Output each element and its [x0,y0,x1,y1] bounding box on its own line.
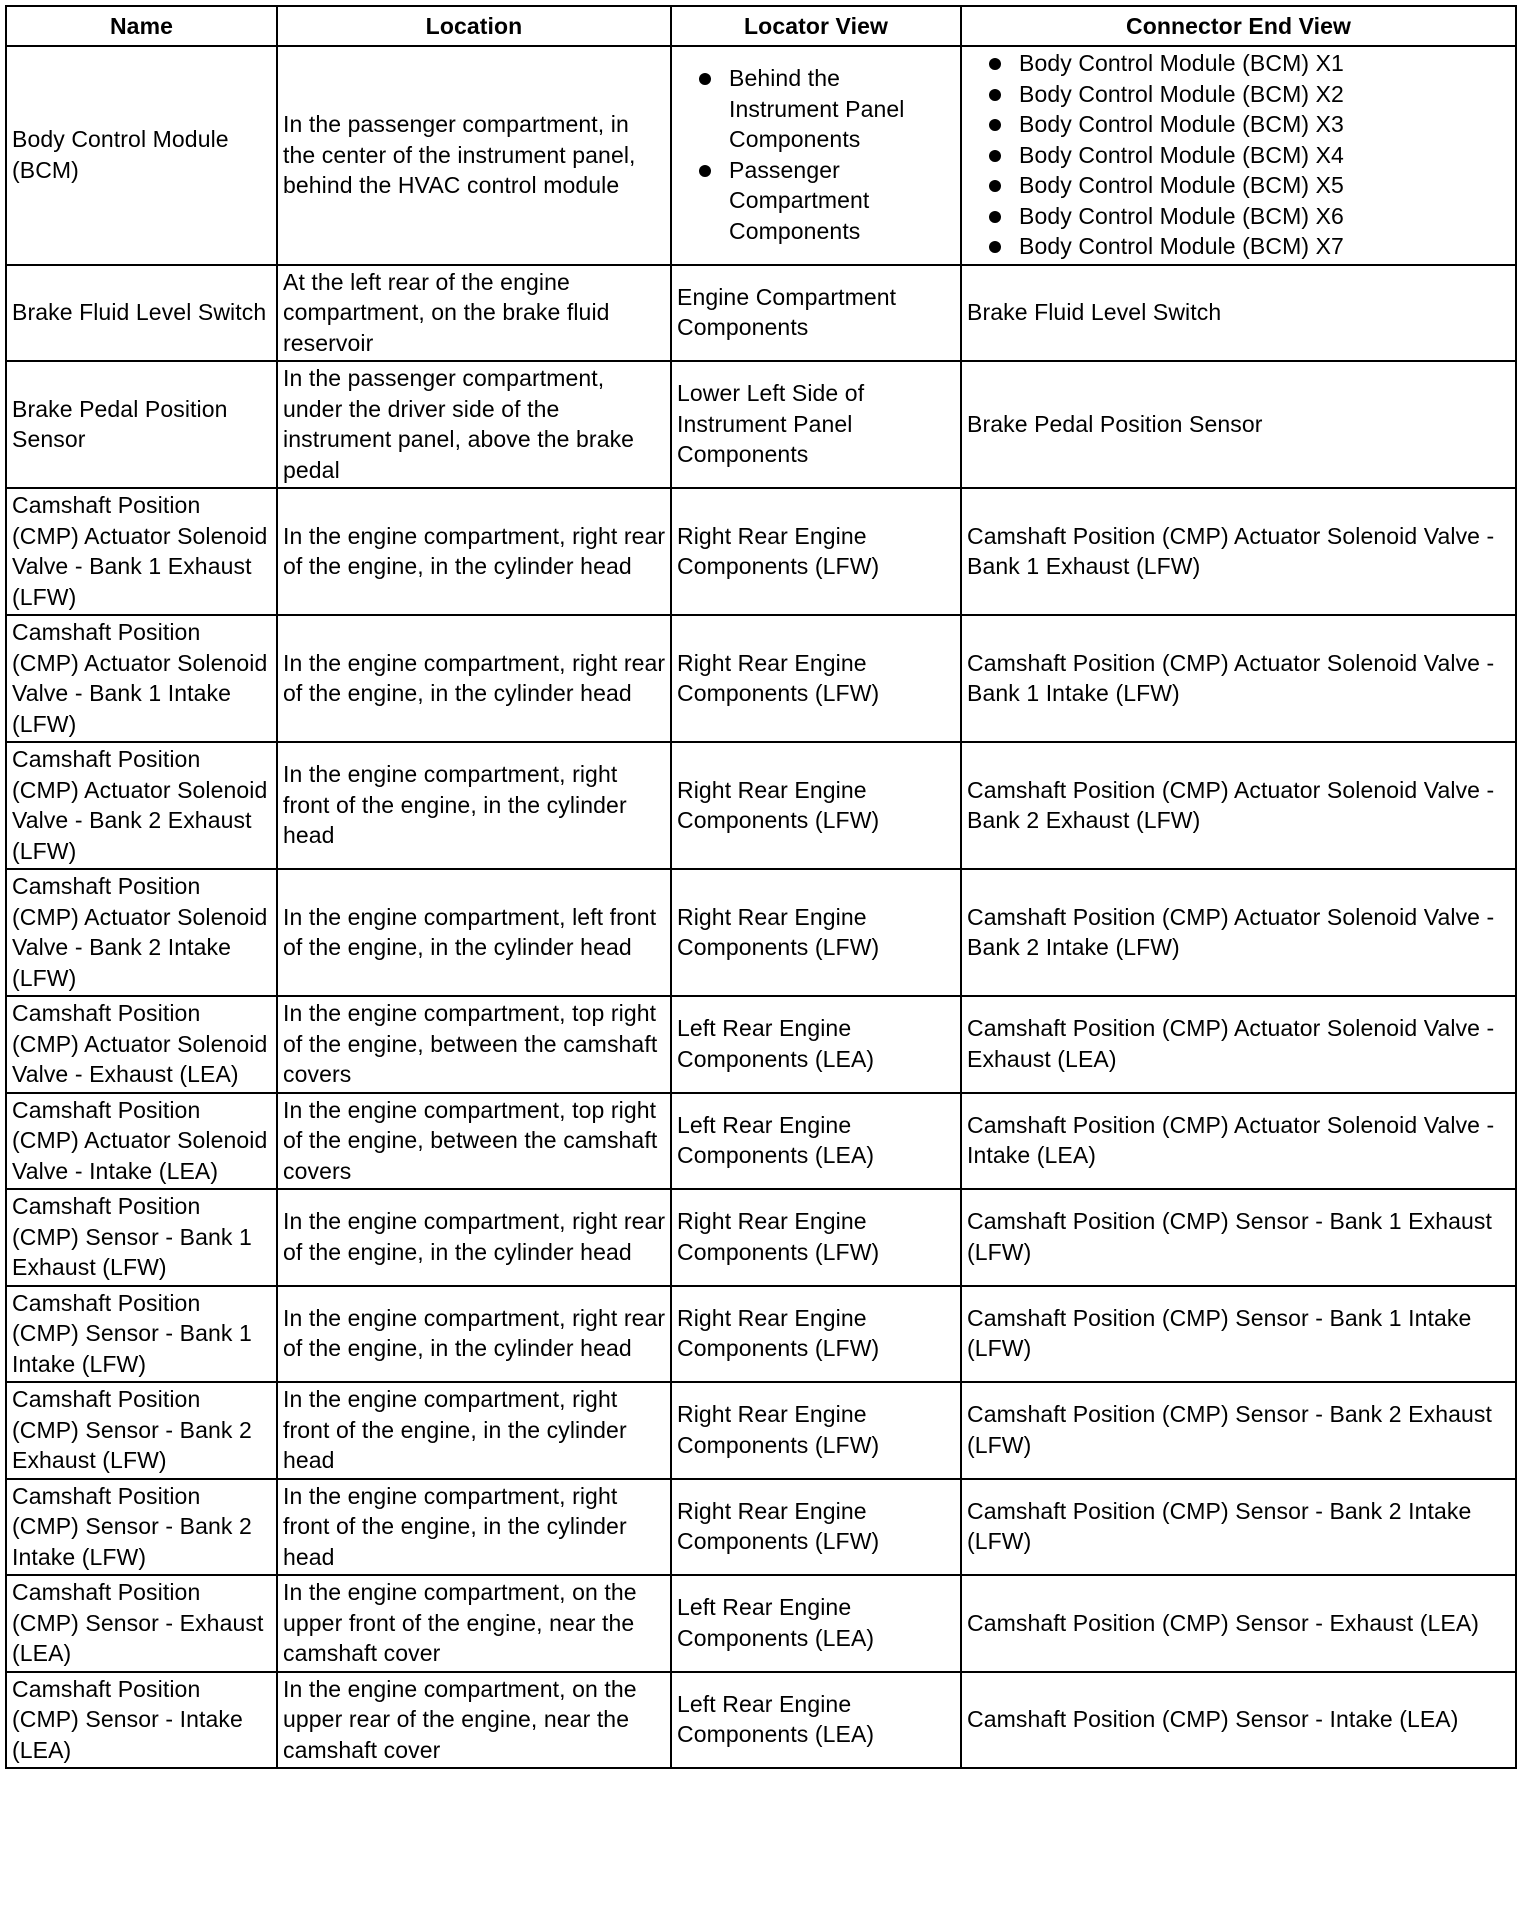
cell-connector-end-view: Camshaft Position (CMP) Sensor - Bank 2 Exhaust (LFW) [961,1382,1516,1479]
table-row [6,1093,1516,1190]
cell-connector-end-view: Brake Fluid Level Switch [961,265,1516,362]
table-header [6,6,1516,46]
cell-location: In the passenger compartment, under the driver side of the instrument panel, above the brake pedal [277,361,671,488]
bullet-item: Passenger Compartment Components [677,155,956,247]
cell-location: In the engine compartment, right front of the engine, in the cylinder head [277,1479,671,1576]
cell-locator-view: Left Rear Engine Components (LEA) [671,1093,961,1190]
cell-location: In the engine compartment, right front of the engine, in the cylinder head [277,1382,671,1479]
header-connector-end-view: Connector End View [961,6,1516,46]
bullet-item: Behind the Instrument Panel Components [677,63,956,155]
bullet-item: Body Control Module (BCM) X6 [967,201,1511,232]
cell-locator-view: Left Rear Engine Components (LEA) [671,1672,961,1769]
table-row [6,996,1516,1093]
bullet-list [967,48,1511,262]
cell-connector-end-view: Camshaft Position (CMP) Sensor - Bank 1 Exhaust (LFW) [961,1189,1516,1286]
cell-name: Camshaft Position (CMP) Actuator Solenoid Valve - Bank 2 Intake (LFW) [6,869,277,996]
table-row [6,1189,1516,1286]
table-row [6,1672,1516,1769]
cell-locator-view: Lower Left Side of Instrument Panel Components [671,361,961,488]
cell-locator-view: Right Rear Engine Components (LFW) [671,869,961,996]
cell-name: Camshaft Position (CMP) Sensor - Bank 1 Intake (LFW) [6,1286,277,1383]
cell-connector-end-view: Camshaft Position (CMP) Sensor - Bank 2 Intake (LFW) [961,1479,1516,1576]
cell-location: In the engine compartment, top right of the engine, between the camshaft covers [277,996,671,1093]
header-row [6,6,1516,46]
cell-locator-view: Right Rear Engine Components (LFW) [671,742,961,869]
cell-name: Camshaft Position (CMP) Sensor - Intake (LEA) [6,1672,277,1769]
cell-name: Camshaft Position (CMP) Actuator Solenoid Valve - Intake (LEA) [6,1093,277,1190]
header-name: Name [6,6,277,46]
cell-name: Camshaft Position (CMP) Actuator Solenoid Valve - Exhaust (LEA) [6,996,277,1093]
bullet-item: Body Control Module (BCM) X2 [967,79,1511,110]
cell-name: Camshaft Position (CMP) Sensor - Exhaust (LEA) [6,1575,277,1672]
cell-connector-end-view: Camshaft Position (CMP) Actuator Solenoid Valve - Intake (LEA) [961,1093,1516,1190]
cell-locator-view: Right Rear Engine Components (LFW) [671,488,961,615]
table-row [6,742,1516,869]
header-locator-view: Locator View [671,6,961,46]
table-row [6,46,1516,265]
component-locator-table [5,5,1517,1769]
cell-location: At the left rear of the engine compartment, on the brake fluid reservoir [277,265,671,362]
cell-connector-end-view: Camshaft Position (CMP) Sensor - Intake (LEA) [961,1672,1516,1769]
cell-name: Camshaft Position (CMP) Actuator Solenoid Valve - Bank 1 Exhaust (LFW) [6,488,277,615]
cell-location: In the engine compartment, right rear of the engine, in the cylinder head [277,1286,671,1383]
table-row [6,265,1516,362]
cell-connector-end-view: Camshaft Position (CMP) Sensor - Bank 1 Intake (LFW) [961,1286,1516,1383]
cell-location: In the engine compartment, on the upper rear of the engine, near the camshaft cover [277,1672,671,1769]
bullet-item: Body Control Module (BCM) X7 [967,231,1511,262]
cell-location: In the engine compartment, on the upper front of the engine, near the camshaft cover [277,1575,671,1672]
cell-locator-view: Right Rear Engine Components (LFW) [671,1382,961,1479]
cell-connector-end-view: Camshaft Position (CMP) Actuator Solenoid Valve - Bank 1 Intake (LFW) [961,615,1516,742]
cell-locator-view [671,46,961,265]
table-row [6,361,1516,488]
cell-locator-view: Left Rear Engine Components (LEA) [671,996,961,1093]
cell-locator-view: Right Rear Engine Components (LFW) [671,1479,961,1576]
bullet-list [677,63,956,246]
cell-connector-end-view: Camshaft Position (CMP) Actuator Solenoid Valve - Exhaust (LEA) [961,996,1516,1093]
cell-locator-view: Right Rear Engine Components (LFW) [671,1189,961,1286]
cell-location: In the engine compartment, left front of the engine, in the cylinder head [277,869,671,996]
table-row [6,488,1516,615]
cell-locator-view: Engine Compartment Components [671,265,961,362]
cell-name: Camshaft Position (CMP) Sensor - Bank 2 Intake (LFW) [6,1479,277,1576]
table-row [6,869,1516,996]
cell-connector-end-view: Camshaft Position (CMP) Actuator Solenoid Valve - Bank 2 Intake (LFW) [961,869,1516,996]
bullet-item: Body Control Module (BCM) X3 [967,109,1511,140]
table-body [6,46,1516,1768]
cell-location: In the engine compartment, right rear of the engine, in the cylinder head [277,1189,671,1286]
cell-location: In the engine compartment, top right of the engine, between the camshaft covers [277,1093,671,1190]
cell-locator-view: Left Rear Engine Components (LEA) [671,1575,961,1672]
cell-locator-view: Right Rear Engine Components (LFW) [671,1286,961,1383]
cell-name: Brake Pedal Position Sensor [6,361,277,488]
table-row [6,1286,1516,1383]
table-row [6,615,1516,742]
component-locator-document [5,5,1515,1769]
cell-location: In the engine compartment, right rear of the engine, in the cylinder head [277,488,671,615]
cell-connector-end-view: Camshaft Position (CMP) Sensor - Exhaust (LEA) [961,1575,1516,1672]
header-location: Location [277,6,671,46]
bullet-item: Body Control Module (BCM) X4 [967,140,1511,171]
cell-connector-end-view [961,46,1516,265]
cell-locator-view: Right Rear Engine Components (LFW) [671,615,961,742]
cell-name: Brake Fluid Level Switch [6,265,277,362]
table-row [6,1382,1516,1479]
bullet-item: Body Control Module (BCM) X1 [967,48,1511,79]
cell-connector-end-view: Camshaft Position (CMP) Actuator Solenoid Valve - Bank 2 Exhaust (LFW) [961,742,1516,869]
cell-name: Camshaft Position (CMP) Actuator Solenoid Valve - Bank 1 Intake (LFW) [6,615,277,742]
cell-name: Camshaft Position (CMP) Sensor - Bank 1 Exhaust (LFW) [6,1189,277,1286]
cell-connector-end-view: Camshaft Position (CMP) Actuator Solenoid Valve - Bank 1 Exhaust (LFW) [961,488,1516,615]
cell-name: Camshaft Position (CMP) Sensor - Bank 2 Exhaust (LFW) [6,1382,277,1479]
cell-location: In the engine compartment, right front of the engine, in the cylinder head [277,742,671,869]
bullet-item: Body Control Module (BCM) X5 [967,170,1511,201]
cell-location: In the passenger compartment, in the center of the instrument panel, behind the HVAC control module [277,46,671,265]
cell-name: Body Control Module (BCM) [6,46,277,265]
cell-name: Camshaft Position (CMP) Actuator Solenoid Valve - Bank 2 Exhaust (LFW) [6,742,277,869]
cell-connector-end-view: Brake Pedal Position Sensor [961,361,1516,488]
table-row [6,1479,1516,1576]
table-row [6,1575,1516,1672]
cell-location: In the engine compartment, right rear of the engine, in the cylinder head [277,615,671,742]
